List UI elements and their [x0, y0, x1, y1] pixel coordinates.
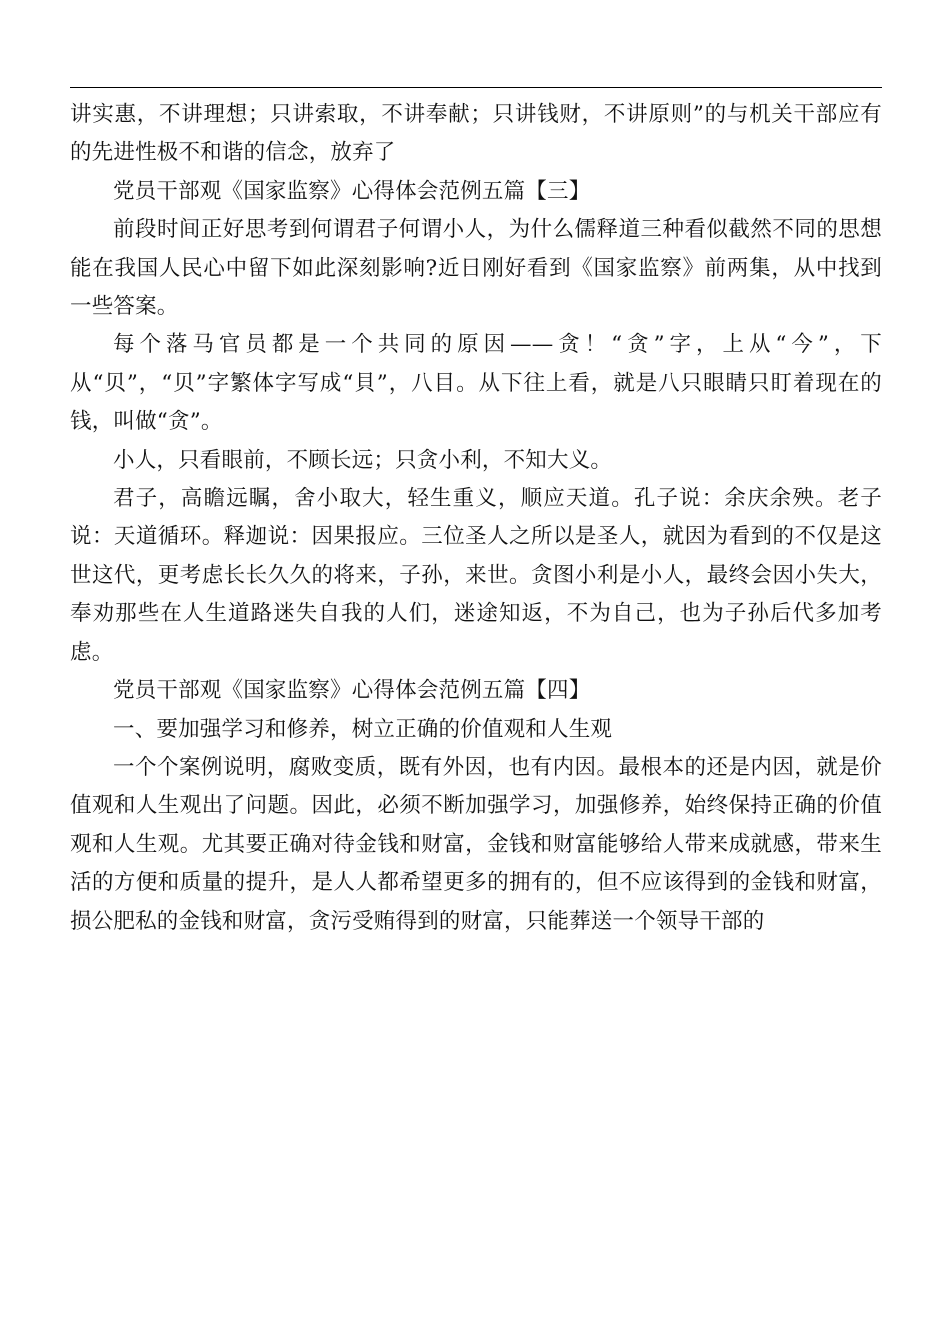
subsection-heading: 一、要加强学习和修养，树立正确的价值观和人生观 — [113, 716, 613, 742]
paragraph-continued: 讲实惠，不讲理想；只讲索取，不讲奉献；只讲钱财，不讲原则”的与机关干部应有的先进性极不和谐的信念，放弃了 — [70, 102, 882, 166]
paragraph: 一个个案例说明，腐败变质，既有外因，也有内因。最根本的还是内因，就是价值观和人生观出了问题。因此，必须不断加强学习，加强修养，始终保持正确的价值观和人生观。尤其要正确对待金钱和财富，金钱和财富能够给人带来成就感，带来生活的方便和质量的提升，是人人都希望更多的拥有的，但不应该得到的金钱和财富，损公肥私的金钱和财富，贪污受贿得到的财富，只能葬送一个领导干部的 — [70, 754, 882, 934]
header-rule — [70, 87, 882, 88]
document-body — [70, 96, 882, 941]
section-heading-three: 党员干部观《国家监察》心得体会范例五篇【三】 — [113, 178, 591, 204]
paragraph: 前段时间正好思考到何谓君子何谓小人，为什么儒释道三种看似截然不同的思想能在我国人民心中留下如此深刻影响?近日刚好看到《国家监察》前两集，从中找到一些答案。 — [70, 217, 882, 320]
section-heading-four: 党员干部观《国家监察》心得体会范例五篇【四】 — [113, 678, 591, 704]
document-page — [70, 0, 882, 1344]
paragraph: 小人，只看眼前，不顾长远；只贪小利，不知大义。 — [113, 447, 613, 473]
paragraph: 每个落马官员都是一个共同的原因——贪！“贪”字，上从“今”，下从“贝”，“贝”字繁体字写成“貝”，八目。从下往上看，就是八只眼睛只盯着现在的钱，叫做“贪”。 — [70, 332, 882, 435]
paragraph: 君子，高瞻远瞩，舍小取大，轻生重义，顺应天道。孔子说：余庆余殃。老子说：天道循环。释迦说：因果报应。三位圣人之所以是圣人，就因为看到的不仅是这世这代，更考虑长长久久的将来，子孙，来世。贪图小利是小人，最终会因小失大，奉劝那些在人生道路迷失自我的人们，迷途知返，不为自己，也为子孙后代多加考虑。 — [70, 486, 882, 665]
